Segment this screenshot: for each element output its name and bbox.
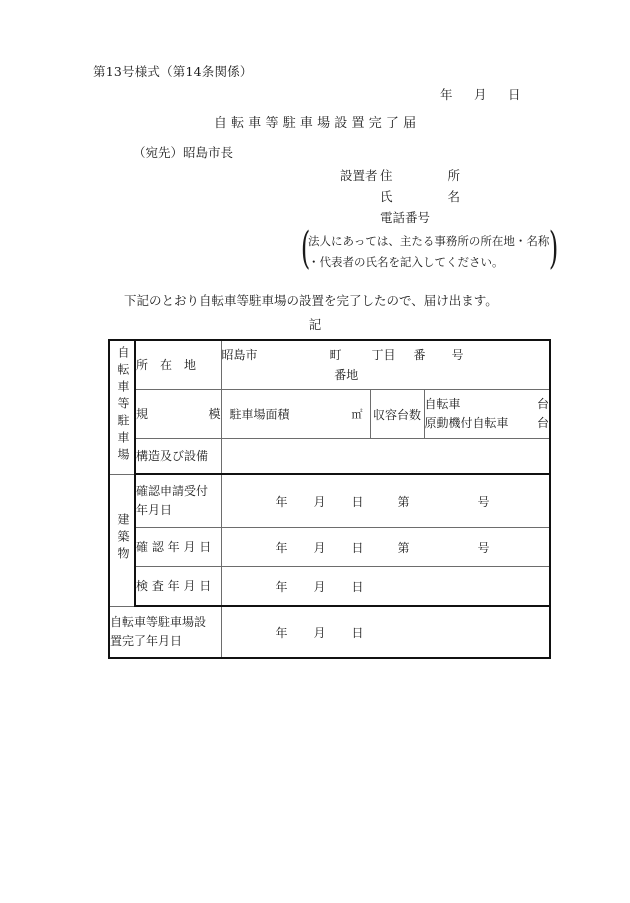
application-receipt-year: 年	[275, 494, 288, 509]
location-go: 号	[451, 348, 464, 362]
row-label-scale-char-2: 模	[208, 406, 221, 421]
table-row-application-receipt	[109, 474, 550, 528]
location-ban: 番	[413, 348, 426, 362]
location-city: 昭島市	[221, 348, 258, 362]
row-label-inspection-text: 検 査 年 月 日	[136, 578, 212, 593]
vehicle-row-moped	[425, 414, 550, 433]
cell-capacity-label	[370, 390, 424, 439]
vehicle-unit-moped: 台	[536, 416, 549, 430]
table-row-structure	[109, 439, 550, 475]
declaration-statement: 下記のとおり自転車等駐車場の設置を完了したので、届け出ます。	[124, 293, 498, 308]
completion-year: 年	[275, 625, 288, 640]
row-label-location	[135, 340, 221, 390]
table-row-scale	[109, 390, 550, 439]
row-label-scale	[135, 390, 221, 439]
row-label-structure-text: 構造及び設備	[136, 448, 209, 463]
row-label-completion-line-1: 自転車等駐車場設	[110, 615, 207, 629]
inspection-month: 月	[313, 579, 326, 594]
cell-parking-area[interactable]	[221, 390, 370, 439]
parking-area-unit: ㎡	[351, 408, 363, 421]
cell-location-value[interactable]	[221, 340, 550, 390]
form-number: 第13号様式（第14条関係）	[93, 64, 253, 79]
row-label-structure	[135, 439, 221, 475]
table-row-location	[109, 340, 550, 390]
corporation-note-lines	[300, 231, 558, 273]
location-line-1	[222, 345, 550, 365]
cell-vehicle-counts[interactable]	[424, 390, 550, 439]
application-receipt-day: 日	[351, 494, 364, 509]
corporation-note-line-2: ・代表者の氏名を記入してください。	[308, 255, 504, 269]
vehicle-unit-bicycle: 台	[536, 397, 549, 411]
vertical-label-building-text: 建築物	[116, 513, 130, 564]
application-receipt-date-line	[222, 493, 550, 510]
cell-confirmation-value[interactable]	[221, 528, 550, 567]
addressee-line: （宛先）昭島市長	[133, 145, 234, 160]
cell-structure-value[interactable]	[221, 439, 550, 475]
completion-date-line	[222, 624, 550, 641]
cell-application-receipt-value[interactable]	[221, 474, 550, 528]
row-label-scale-char-1: 規	[136, 406, 149, 421]
application-receipt-dai: 第	[397, 494, 410, 509]
vertical-label-parking	[109, 340, 135, 474]
confirmation-day: 日	[351, 540, 364, 555]
installer-name-label: 氏 名	[380, 189, 471, 204]
inspection-date-line	[222, 578, 550, 595]
header-date-year: 年	[440, 87, 453, 102]
application-receipt-month: 月	[313, 494, 326, 509]
row-label-application-receipt-line-1: 確認申請受付	[136, 484, 209, 498]
completion-day: 日	[351, 625, 364, 640]
installer-address-row	[340, 165, 470, 186]
table-row-confirmation	[109, 528, 550, 567]
confirmation-month: 月	[313, 540, 326, 555]
inspection-day: 日	[351, 579, 364, 594]
form-table-wrapper	[108, 339, 549, 659]
location-town: 町	[329, 348, 342, 362]
confirmation-date-line	[222, 539, 550, 556]
form-table	[108, 339, 551, 659]
row-label-confirmation	[135, 528, 221, 567]
capacity-label-text: 収容台数	[372, 407, 421, 422]
inspection-year: 年	[275, 579, 288, 594]
row-label-confirmation-text: 確 認 年 月 日	[136, 539, 212, 554]
installer-name-row	[340, 186, 470, 207]
row-label-inspection	[135, 567, 221, 607]
completion-month: 月	[313, 625, 326, 640]
row-label-completion-line-2: 置完了年月日	[110, 634, 183, 648]
installer-address-label: 住 所	[380, 168, 471, 183]
header-date-line	[440, 85, 526, 103]
corporation-note	[300, 223, 559, 274]
row-label-location-text: 所 在 地	[136, 357, 197, 372]
brace-left-icon: (	[300, 223, 311, 274]
confirmation-go: 号	[477, 540, 490, 555]
confirmation-year: 年	[275, 540, 288, 555]
row-label-application-receipt-line-2: 年月日	[136, 503, 173, 517]
document-title: 自転車等駐車場設置完了届	[213, 116, 421, 131]
row-label-completion	[109, 606, 221, 658]
table-row-completion	[109, 606, 550, 658]
row-label-application-receipt	[135, 474, 221, 528]
location-chome: 丁目	[371, 348, 396, 362]
installer-phone-row	[340, 207, 470, 228]
application-receipt-go: 号	[477, 494, 490, 509]
cell-inspection-value[interactable]	[221, 567, 550, 607]
installer-prefix: 設置者	[340, 168, 378, 183]
vertical-label-parking-text: 自転車等駐車場	[116, 346, 130, 466]
vehicle-name-bicycle: 自転車	[424, 397, 461, 411]
vehicle-count-list	[425, 395, 550, 433]
header-date-day: 日	[508, 87, 521, 102]
vehicle-row-bicycle	[425, 395, 550, 414]
brace-right-icon: )	[549, 223, 559, 274]
table-row-inspection	[109, 567, 550, 607]
installer-block	[340, 165, 470, 228]
confirmation-dai: 第	[397, 540, 410, 555]
location-banchi: 番地	[334, 368, 359, 382]
header-date-month: 月	[474, 87, 487, 102]
parking-area-label: 駐車場面積	[229, 407, 290, 422]
ki-mark: 記	[308, 317, 322, 332]
row-label-scale-text	[136, 405, 221, 424]
installer-phone-label: 電話番号	[380, 210, 431, 225]
cell-completion-value[interactable]	[221, 606, 550, 658]
vehicle-name-moped: 原動機付自転車	[424, 416, 509, 430]
vertical-label-building	[109, 474, 135, 606]
corporation-note-line-1: 法人にあっては、主たる事務所の所在地・名称	[308, 234, 550, 248]
